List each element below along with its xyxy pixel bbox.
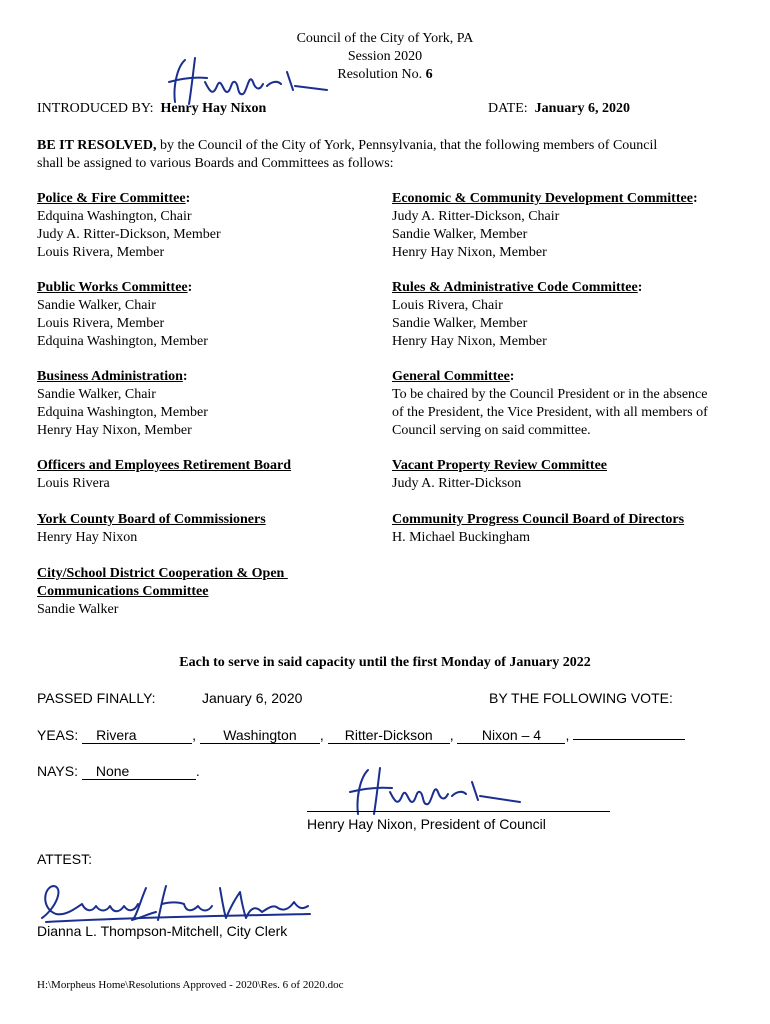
president-name: Henry Hay Nixon, President of Council	[307, 816, 546, 832]
yea-vote: Washington	[200, 727, 320, 744]
yeas-label: YEAS:	[37, 727, 79, 743]
serve-statement: Each to serve in said capacity until the first Monday of January 2022	[179, 655, 591, 670]
committee-vacant-property	[392, 457, 607, 493]
resolved-line-2: shall be assigned to various Boards and Committees as follows:	[37, 156, 394, 171]
committee-member: Henry Hay Nixon	[37, 530, 138, 545]
committee-description: Council serving on said committee.	[392, 423, 591, 438]
committee-member: Edquina Washington, Member	[37, 405, 208, 420]
committee-title: Community Progress Council Board of Directors	[392, 512, 685, 527]
introduced-by-name: Henry Hay Nixon	[160, 101, 267, 116]
committee-title: Business Administration	[37, 369, 183, 384]
committee-title: City/School District Cooperation & Open	[37, 566, 288, 581]
header-session: Session 2020	[347, 49, 423, 64]
attest-label: ATTEST:	[37, 851, 92, 867]
committee-description: of the President, the Vice President, with all members of	[392, 405, 708, 420]
committee-member: Sandie Walker, Member	[392, 227, 528, 242]
by-vote-label: BY THE FOLLOWING VOTE:	[489, 690, 673, 706]
committee-member: Judy A. Ritter-Dickson, Member	[37, 227, 221, 242]
committee-title: Public Works Committee	[37, 280, 188, 295]
nays-line: NAYS: None .	[37, 763, 200, 779]
footer-file-path: H:\Morpheus Home\Resolutions Approved - 2020\Res. 6 of 2020.doc	[37, 979, 344, 991]
committee-business-administration: Business Administration: Sandie Walker, Chair Edquina Washington, Member Henry Hay Nixon, Member	[37, 369, 208, 438]
resolution-number: 6	[425, 67, 433, 82]
committee-title: Economic & Community Development Committee	[392, 191, 693, 206]
committee-member: Sandie Walker, Chair	[37, 298, 156, 313]
committee-community-progress	[392, 511, 684, 547]
document-header	[0, 30, 770, 84]
committee-member: Henry Hay Nixon, Member	[392, 334, 547, 349]
committee-title: Vacant Property Review Committee	[392, 458, 607, 473]
header-resolution: Resolution No. 6	[337, 67, 433, 82]
yea-vote: Ritter-Dickson	[328, 727, 450, 744]
passed-label: PASSED FINALLY:	[37, 690, 156, 706]
yea-vote: Nixon – 4	[457, 727, 565, 744]
nay-vote: None	[82, 763, 196, 780]
introduced-by	[37, 100, 266, 118]
date-value: January 6, 2020	[534, 101, 630, 116]
committee-title: Rules & Administrative Code Committee	[392, 280, 638, 295]
committee-description: To be chaired by the Council President or in the absence	[392, 387, 708, 402]
yeas-line: YEAS: Rivera , Washington , Ritter-Dickson , Nixon – 4 ,	[37, 726, 685, 744]
nays-label: NAYS:	[37, 763, 78, 779]
committee-rules-admin: Rules & Administrative Code Committee: Louis Rivera, Chair Sandie Walker, Member Henry Hay Nixon, Member	[392, 280, 643, 349]
committee-title: York County Board of Commissioners	[37, 512, 266, 527]
intro-date	[488, 100, 630, 118]
committee-member: Henry Hay Nixon, Member	[37, 423, 192, 438]
resolved-line-1: by the Council of the City of York, Pennsylvania, that the following members of Council	[159, 138, 658, 153]
clerk-signature	[36, 878, 316, 928]
committee-economic-development: Economic & Community Development Committee: Judy A. Ritter-Dickson, Chair Sandie Walker, Member Henry Hay Nixon, Member	[392, 191, 698, 260]
committee-member: Sandie Walker, Member	[392, 316, 528, 331]
committee-member: Judy A. Ritter-Dickson	[392, 476, 522, 491]
committee-member: H. Michael Buckingham	[392, 530, 531, 545]
committee-member: Henry Hay Nixon, Member	[392, 245, 547, 260]
resolved-lead: BE IT RESOLVED,	[37, 138, 157, 153]
committee-member: Louis Rivera	[37, 476, 110, 491]
committee-county-board	[37, 511, 266, 547]
committee-member: Louis Rivera, Member	[37, 245, 165, 260]
committee-member: Sandie Walker, Chair	[37, 387, 156, 402]
committee-title: Police & Fire Committee	[37, 191, 186, 206]
committee-general: General Committee: To be chaired by the Council President or in the absence of the President, the Vice President, with all members of Council serving on said committee.	[392, 369, 708, 438]
committee-member: Edquina Washington, Chair	[37, 209, 192, 224]
president-signature-line	[307, 811, 610, 812]
yea-vote: Rivera	[82, 727, 192, 744]
committee-retirement-board	[37, 457, 291, 493]
clerk-name: Dianna L. Thompson-Mitchell, City Clerk	[37, 923, 288, 939]
committee-title: Officers and Employees Retirement Board	[37, 458, 292, 473]
committee-member: Louis Rivera, Chair	[392, 298, 503, 313]
date-label: DATE:	[488, 101, 528, 116]
committee-public-works: Public Works Committee: Sandie Walker, Chair Louis Rivera, Member Edquina Washington, Member	[37, 280, 208, 349]
committee-member: Edquina Washington, Member	[37, 334, 208, 349]
committee-title: General Committee	[392, 369, 510, 384]
committee-member: Sandie Walker	[37, 602, 119, 617]
passed-date: January 6, 2020	[202, 690, 303, 706]
committee-police-fire: Police & Fire Committee: Edquina Washington, Chair Judy A. Ritter-Dickson, Member Louis Rivera, Member	[37, 191, 221, 260]
resolved-paragraph	[37, 137, 737, 173]
yea-vote	[573, 739, 685, 740]
header-council: Council of the City of York, PA	[296, 31, 474, 46]
introduced-by-label: INTRODUCED BY:	[37, 101, 154, 116]
committee-city-school	[37, 565, 288, 619]
committee-title-cont: Communications Committee	[37, 584, 209, 599]
committee-member: Judy A. Ritter-Dickson, Chair	[392, 209, 560, 224]
committee-member: Louis Rivera, Member	[37, 316, 165, 331]
